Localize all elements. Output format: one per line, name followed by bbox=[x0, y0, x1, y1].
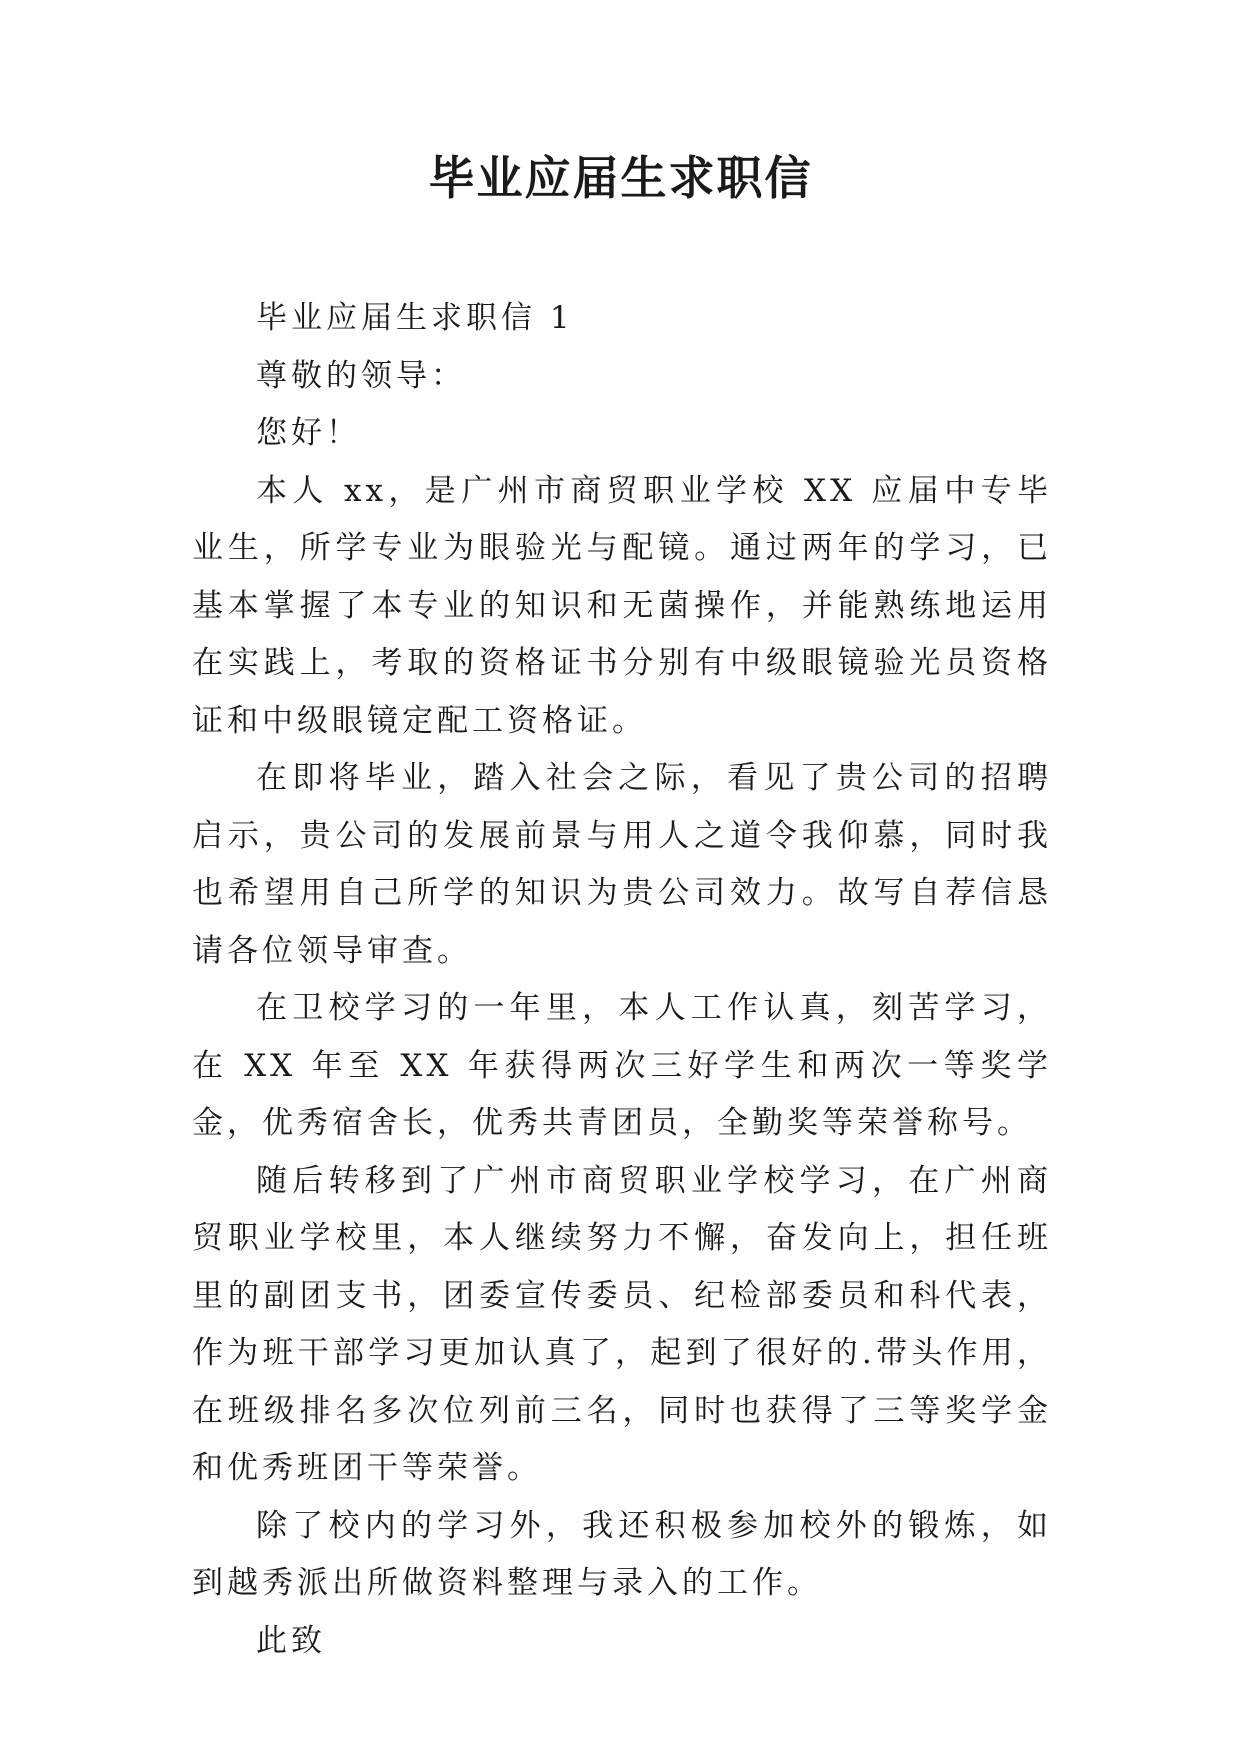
salutation: 尊敬的领导： bbox=[256, 357, 466, 394]
document-title: 毕业应届生求职信 bbox=[428, 151, 813, 205]
greeting: 您好！ bbox=[256, 415, 361, 451]
transfer-paragraph: 随后转移到了广州市商贸职业学校学习，在广州商贸职业学校里，本人继续努力不懈，奋发向上，担任班里的副团支书，团委宣传委员、纪检部委员和科代表，作为班干部学习更加认真了，起到了很好的.带头作用，在班级排名多次位列前三名，同时也获得了三等奖学金和优秀班团干等荣誉。 bbox=[192, 1162, 1052, 1486]
closing-phrase: 此致 bbox=[256, 1622, 326, 1659]
health-school-paragraph: 在卫校学习的一年里，本人工作认真，刻苦学习，在 XX 年至 XX 年获得两次三好学生和两次一等奖学金，优秀宿舍长，优秀共青团员，全勤奖等荣誉称号。 bbox=[192, 990, 1052, 1141]
letter-heading: 毕业应届生求职信 1 bbox=[256, 300, 574, 336]
motivation-paragraph: 在即将毕业，踏入社会之际，看见了贵公司的招聘启示，贵公司的发展前景与用人之道令我仰慕，同时我也希望用自己所学的知识为贵公司效力。故写自荐信恳请各位领导审查。 bbox=[192, 760, 1052, 969]
extracurricular-paragraph: 除了校内的学习外，我还积极参加校外的锻炼，如到越秀派出所做资料整理与录入的工作。 bbox=[192, 1507, 1052, 1601]
letter-body bbox=[192, 290, 1052, 1670]
intro-paragraph: 本人 xx，是广州市商贸职业学校 XX 应届中专毕业生，所学专业为眼验光与配镜。通过两年的学习，已基本掌握了本专业的知识和无菌操作，并能熟练地运用在实践上，考取的资格证书分别有中级眼镜验光员资格证和中级眼镜定配工资格证。 bbox=[192, 472, 1052, 739]
